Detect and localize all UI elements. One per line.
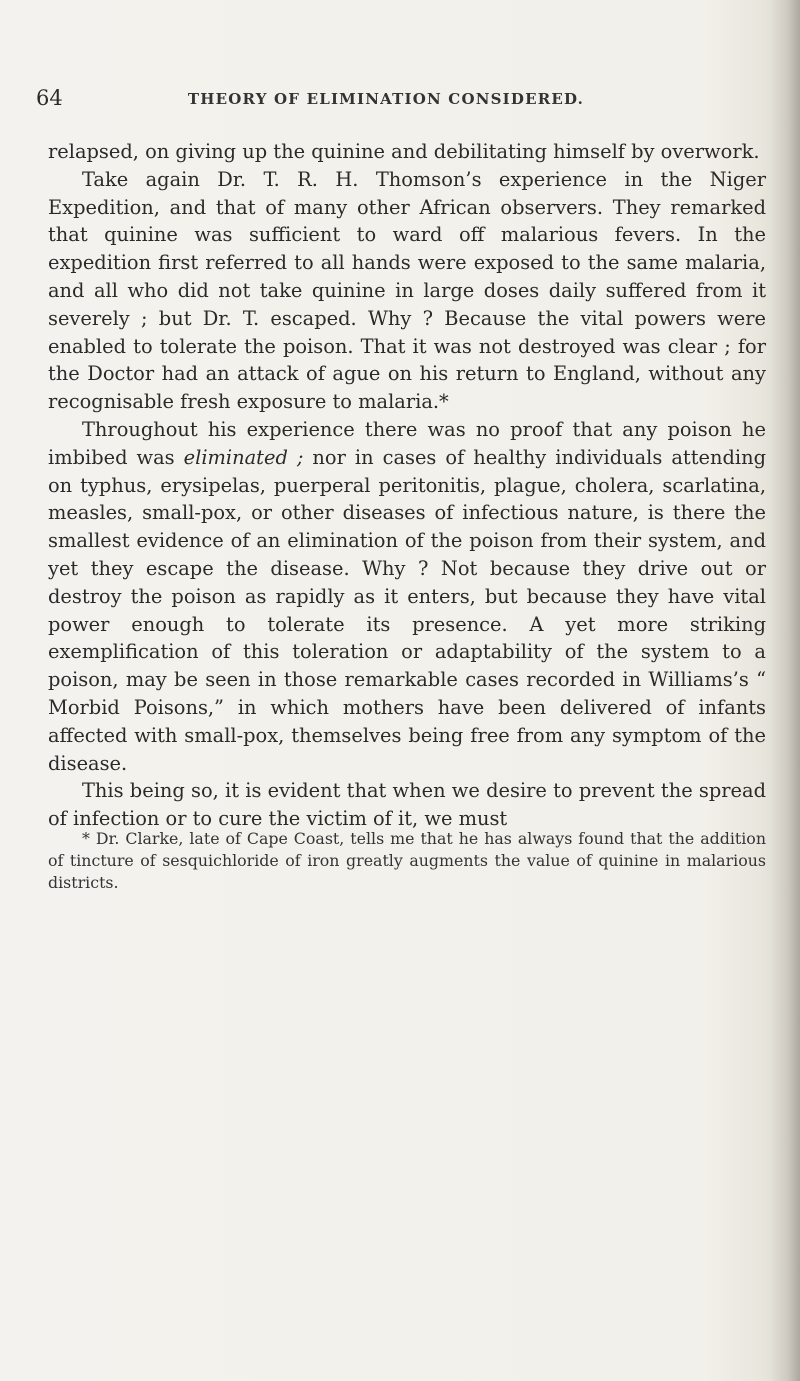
page-edge-shadow — [770, 0, 800, 1381]
body-text — [48, 138, 766, 833]
paragraph-3-start: Throughout his experience there was no proof that any poison he imbibed was — [48, 417, 766, 469]
footnote: * Dr. Clarke, late of Cape Coast, tells me that he has always found that the addition of tincture of sesquichloride of iron greatly augments the value of quinine in malarious districts. — [48, 829, 766, 892]
paragraph-1: relapsed, on giving up the quinine and debilitating himself by overwork. — [48, 140, 760, 163]
paragraph-4: This being so, it is evident that when we desire to prevent the spread of infection or to cure the victim of it, we must — [48, 779, 766, 831]
running-head: THEORY OF ELIMINATION CONSIDERED. — [187, 90, 585, 108]
paragraph-2: Take again Dr. T. R. H. Thomson’s experience in the Niger Expedition, and that of many other African observers. They remarked that quinine was sufficient to ward off malarious fevers. In the expedition first referred to all hands were exposed to the same malaria, and all who did not take quinine in large doses daily suffered from it severely ; but Dr. T. escaped. Why ? Because the vital powers were enabled to tolerate the poison. That it was not destroyed was clear ; for the Doctor had an attack of ague on his return to England, without any recognisable fresh exposure to malaria.* — [48, 167, 766, 414]
page-number: 64 — [36, 86, 63, 110]
paragraph-3 — [48, 416, 766, 777]
page-header — [36, 84, 736, 114]
paragraph-3-rest: nor in cases of healthy individuals attending on typhus, erysipelas, puerperal peritonitis, plague, cholera, scarlatina, measles, small-pox, or other diseases of infectious nature, is there the smallest evidence of an elimination of the poison from their system, and yet they escape the disease. Why ? Not because they drive out or destroy the poison as rapidly as it enters, but because they have vital power enough to tolerate its presence. A yet more striking exemplification of this toleration or adaptability of the system to a poison, may be seen in those remarkable cases recorded in Williams’s “ Morbid Poisons,” in which mothers have been delivered of infants affected with small-pox, themselves being free from any symptom of the disease. — [48, 445, 766, 775]
emphasis-eliminated: eliminated ; — [183, 445, 304, 469]
